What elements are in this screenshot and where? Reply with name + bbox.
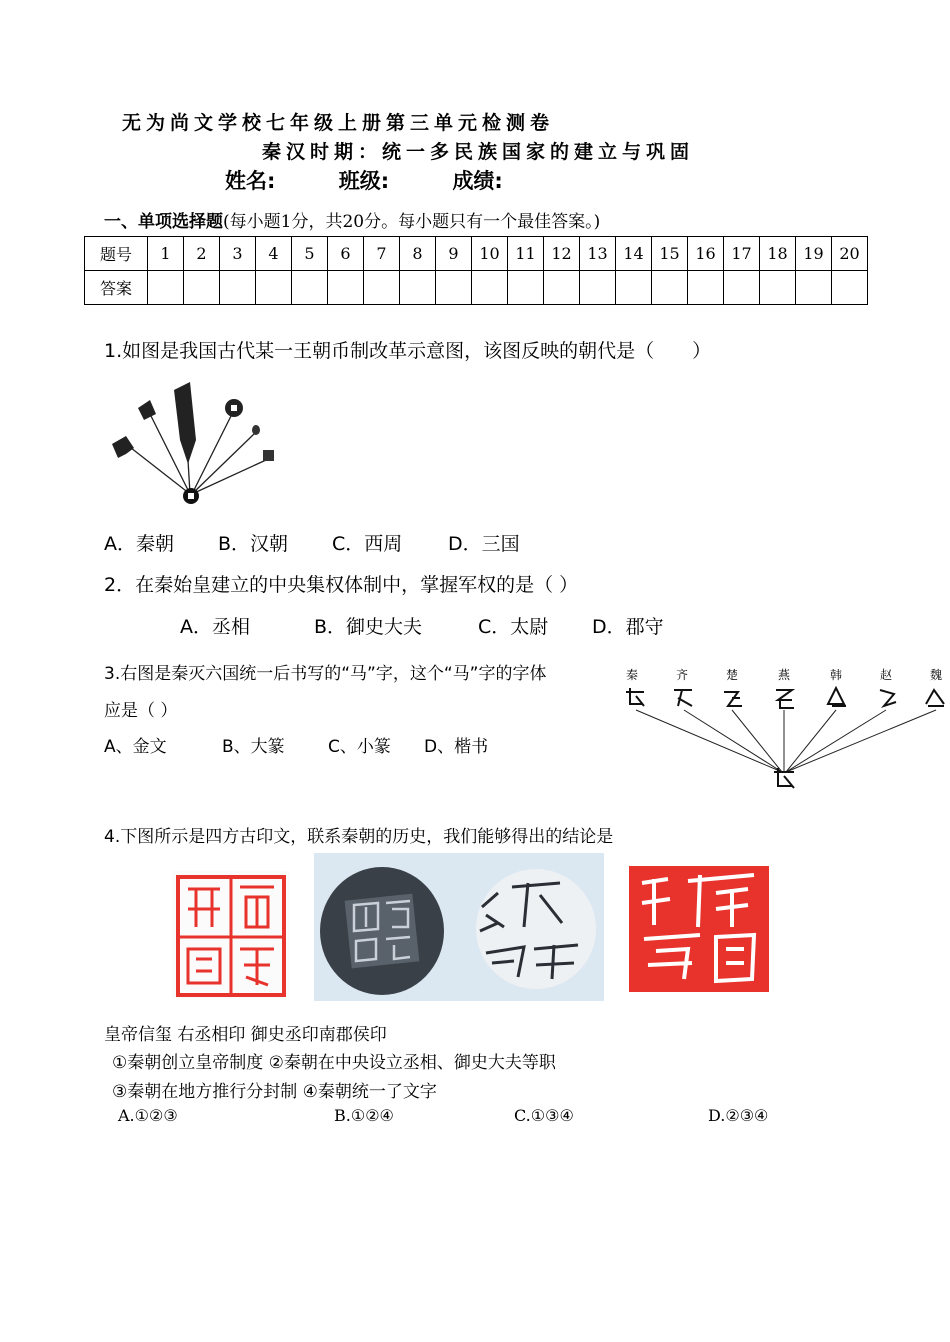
option-b[interactable]: B．汉朝 <box>218 533 289 555</box>
seal-3 <box>628 865 770 993</box>
table-header-answer: 答案 <box>85 271 148 305</box>
question-number-cell: 20 <box>832 237 868 271</box>
seals-caption: 皇帝信玺 右丞相印 御史丞印南郡侯印 <box>104 1025 387 1045</box>
state-label-han: 韩 <box>830 668 843 682</box>
answer-cell[interactable] <box>328 271 364 305</box>
question-3-text-line2: 应是（ ） <box>104 701 178 721</box>
answer-cell[interactable] <box>760 271 796 305</box>
exam-subtitle: 秦汉时期：统一多民族国家的建立与巩固 <box>262 141 695 163</box>
option-b[interactable]: B.①②④ <box>334 1106 394 1125</box>
option-a[interactable]: A.①②③ <box>118 1106 178 1125</box>
question-number-cell: 6 <box>328 237 364 271</box>
question-number-cell: 10 <box>472 237 508 271</box>
ancient-seals-image <box>168 853 780 1003</box>
answer-table-number-row <box>85 237 868 271</box>
state-label-chu: 楚 <box>726 668 739 682</box>
name-label: 姓名: <box>225 169 276 193</box>
answer-cell[interactable] <box>688 271 724 305</box>
horse-glyphs <box>618 660 948 795</box>
question-number-cell: 19 <box>796 237 832 271</box>
question-number-cell: 7 <box>364 237 400 271</box>
question-number-cell: 4 <box>256 237 292 271</box>
question-number-cell: 12 <box>544 237 580 271</box>
question-number-cell: 2 <box>184 237 220 271</box>
answer-table-answer-row <box>85 271 868 305</box>
option-c[interactable]: C、小篆 <box>328 737 391 757</box>
answer-cell[interactable] <box>220 271 256 305</box>
question-number-cell: 16 <box>688 237 724 271</box>
question-3-options <box>104 732 488 757</box>
answer-cell[interactable] <box>184 271 220 305</box>
question-number-cell: 14 <box>616 237 652 271</box>
option-c[interactable]: C.①③④ <box>514 1106 574 1125</box>
currency-reform-diagram <box>104 378 284 513</box>
option-b[interactable]: B．御史大夫 <box>314 616 423 638</box>
state-label-yan: 燕 <box>778 668 791 682</box>
seal-1 <box>172 871 290 999</box>
state-label-wei: 魏 <box>930 668 943 682</box>
class-label: 班级: <box>338 169 390 193</box>
option-c[interactable]: C．太尉 <box>478 616 549 638</box>
answer-cell[interactable] <box>400 271 436 305</box>
answer-cell[interactable] <box>580 271 616 305</box>
answer-cell[interactable] <box>436 271 472 305</box>
answer-cell[interactable] <box>508 271 544 305</box>
state-label-qin: 秦 <box>626 668 639 682</box>
question-number-cell: 5 <box>292 237 328 271</box>
student-info-row <box>225 165 559 195</box>
question-number-cell: 13 <box>580 237 616 271</box>
question-4-statements-line1: ①秦朝创立皇帝制度 ②秦朝在中央设立丞相、御史大夫等职 <box>112 1053 556 1073</box>
question-3-text-line1: 3.右图是秦灭六国统一后书写的“马”字，这个“马”字的字体 <box>104 664 547 684</box>
exam-title: 无为尚文学校七年级上册第三单元检测卷 <box>122 112 555 134</box>
answer-cell[interactable] <box>652 271 688 305</box>
horse-character-diagram <box>618 660 948 795</box>
option-a[interactable]: A．丞相 <box>180 616 250 638</box>
question-number-cell: 17 <box>724 237 760 271</box>
answer-cell[interactable] <box>472 271 508 305</box>
answer-cell[interactable] <box>364 271 400 305</box>
section-title: 一、单项选择题 <box>104 212 223 232</box>
answer-table <box>84 236 868 305</box>
question-number-cell: 18 <box>760 237 796 271</box>
question-number-cell: 8 <box>400 237 436 271</box>
option-d[interactable]: D．郡守 <box>592 616 664 638</box>
state-label-zhao: 赵 <box>880 668 893 682</box>
answer-cell[interactable] <box>724 271 760 305</box>
state-label-qi: 齐 <box>676 668 689 682</box>
score-label: 成绩: <box>452 169 503 193</box>
option-c[interactable]: C．西周 <box>332 533 403 555</box>
answer-cell[interactable] <box>832 271 868 305</box>
option-d[interactable]: D、楷书 <box>424 737 489 757</box>
option-d[interactable]: D．三国 <box>448 533 520 555</box>
answer-cell[interactable] <box>544 271 580 305</box>
question-number-cell: 1 <box>148 237 184 271</box>
option-a[interactable]: A．秦朝 <box>104 533 174 555</box>
seal-2 <box>314 853 604 1001</box>
option-d[interactable]: D.②③④ <box>708 1106 769 1125</box>
answer-cell[interactable] <box>616 271 652 305</box>
answer-cell[interactable] <box>292 271 328 305</box>
answer-cell[interactable] <box>796 271 832 305</box>
section-instructions: (每小题1分，共20分。每小题只有一个最佳答案。) <box>223 212 601 232</box>
question-number-cell: 3 <box>220 237 256 271</box>
section-heading <box>104 207 600 232</box>
table-header-number: 题号 <box>85 237 148 271</box>
answer-cell[interactable] <box>148 271 184 305</box>
question-number-cell: 11 <box>508 237 544 271</box>
question-1-options <box>104 529 520 556</box>
question-number-cell: 9 <box>436 237 472 271</box>
question-2-text: 2．在秦始皇建立的中央集权体制中，掌握军权的是（ ） <box>104 574 579 596</box>
question-2-options <box>180 612 664 639</box>
question-4-text: 4.下图所示是四方古印文，联系秦朝的历史，我们能够得出的结论是 <box>104 827 614 847</box>
question-1-text: 1.如图是我国古代某一王朝币制改革示意图，该图反映的朝代是（ ） <box>104 340 712 362</box>
question-4-statements-line2: ③秦朝在地方推行分封制 ④秦朝统一了文字 <box>112 1082 437 1102</box>
option-a[interactable]: A、金文 <box>104 737 167 757</box>
option-b[interactable]: B、大篆 <box>222 737 285 757</box>
question-number-cell: 15 <box>652 237 688 271</box>
question-4-options <box>118 1106 768 1125</box>
answer-cell[interactable] <box>256 271 292 305</box>
